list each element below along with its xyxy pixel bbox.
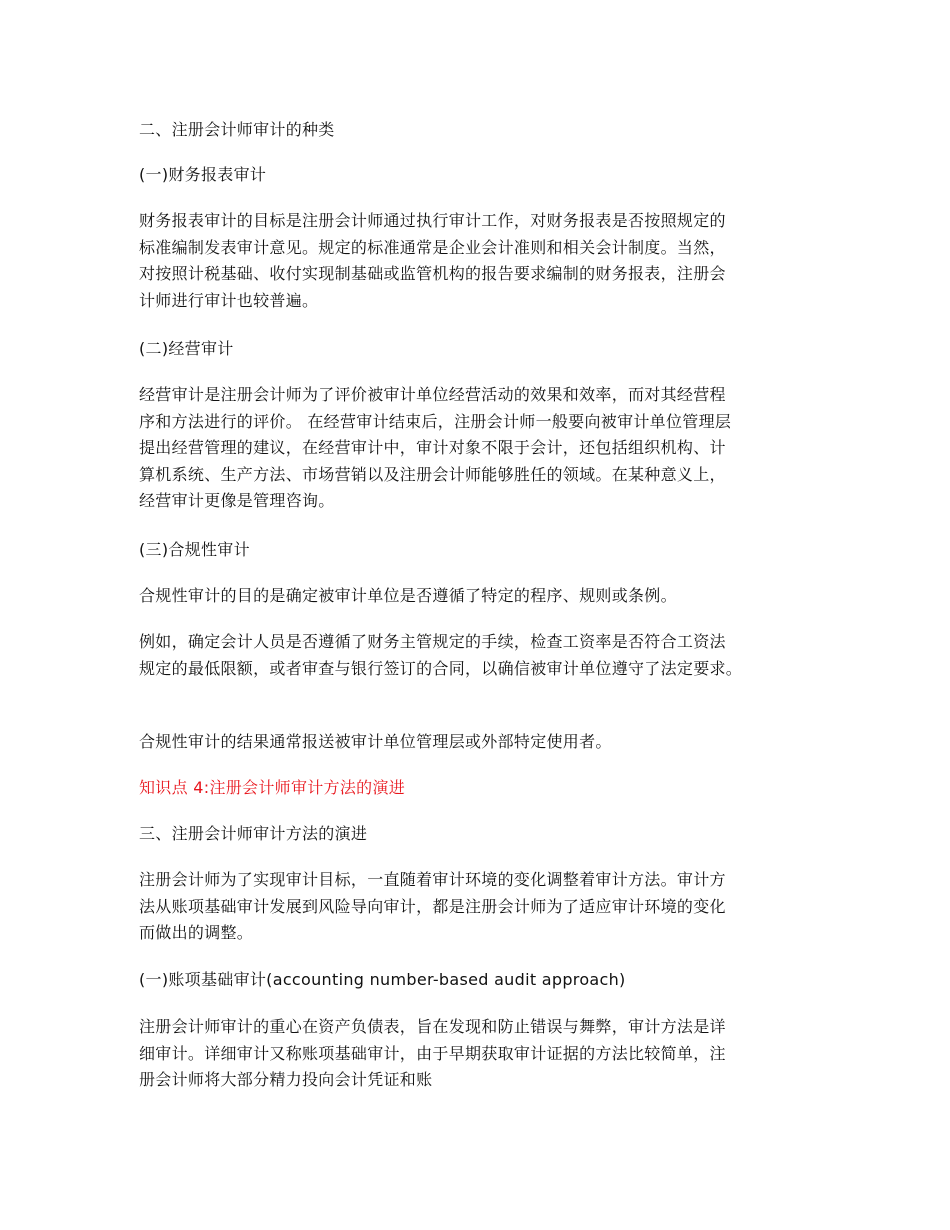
section-heading-audit-methods: 三、注册会计师审计方法的演进 <box>139 824 368 843</box>
section-heading-types: 二、注册会计师审计的种类 <box>139 120 335 139</box>
paragraph-operational-audit: 经营审计是注册会计师为了评价被审计单位经营活动的效果和效率，而对其经营程 序和方法进行的评价。 在经营审计结束后，注册会计师一般要向被审计单位管理层 提出经营管理的建议，在经营审计中，审计对象不限于会计，还包括组织机构、计 算机系统、生产方法、市场营销以及注册会计师能够胜任的领域。在某种意义上， 经营审计更像是管理咨询。 <box>139 385 732 510</box>
subheading-operational-audit: (二)经营审计 <box>139 339 234 358</box>
paragraph-financial-statement-audit: 财务报表审计的目标是注册会计师通过执行审计工作，对财务报表是否按照规定的 标准编制发表审计意见。规定的标准通常是企业会计准则和相关会计制度。当然， 对按照计税基础、收付实现制基础或监管机构的报告要求编制的财务报表，注册会 计师进行审计也较普遍。 <box>139 211 726 310</box>
paragraph-compliance-example: 例如，确定会计人员是否遵循了财务主管规定的手续，检查工资率是否符合工资法 规定的最低限额，或者审查与银行签订的合同，以确信被审计单位遵守了法定要求。 <box>139 632 743 678</box>
subheading-compliance-audit: (三)合规性审计 <box>139 540 250 559</box>
subheading-financial-statement-audit: (一)财务报表审计 <box>139 165 267 184</box>
paragraph-audit-methods: 注册会计师为了实现审计目标，一直随着审计环境的变化调整着审计方法。审计方 法从账项基础审计发展到风险导向审计，都是注册会计师为了适应审计环境的变化 而做出的调整。 <box>139 870 726 942</box>
knowledge-point-heading: 知识点 4:注册会计师审计方法的演进 <box>139 778 406 797</box>
subheading-account-based-audit: (一)账项基础审计(accounting number-based audit approach) <box>139 970 626 989</box>
paragraph-compliance-purpose: 合规性审计的目的是确定被审计单位是否遵循了特定的程序、规则或条例。 <box>139 586 677 605</box>
paragraph-compliance-result: 合规性审计的结果通常报送被审计单位管理层或外部特定使用者。 <box>139 732 612 751</box>
paragraph-account-based-audit: 注册会计师审计的重心在资产负债表，旨在发现和防止错误与舞弊，审计方法是详 细审计。详细审计又称账项基础审计，由于早期获取审计证据的方法比较简单，注 册会计师将大部分精力投向会计凭证和账 <box>139 1017 726 1089</box>
